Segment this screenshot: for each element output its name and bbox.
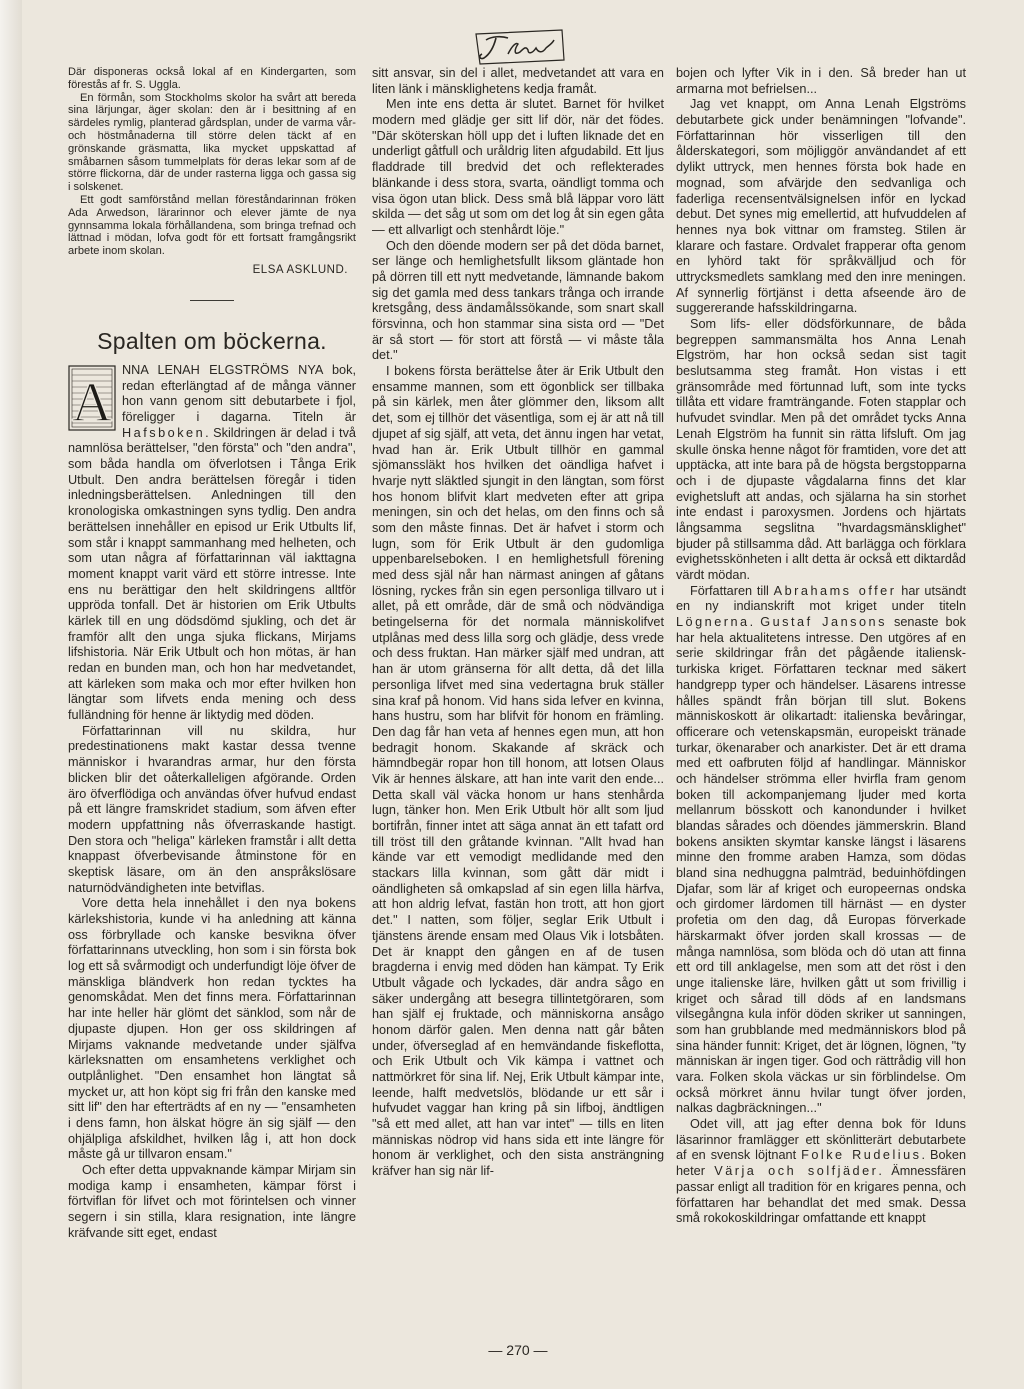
text-run: har utsändt en ny indianskrift mot kriget under titeln <box>676 583 967 614</box>
article-paragraph: Ett godt samförstånd mellan föreståndarinnan fröken Ada Arwedson, lärarinnor och elever jämte de nya gynnsamma lokala förhållandena, som bringa trefnad och lättnad i mödan, lofva godt för ett fortsatt framgångsrikt arbete inom skolan. <box>68 193 356 258</box>
review-opening-rest: . Skildringen är delad i två namnlösa berättelser, "den första" och "den andra", som båda handla om öfverlotsen i Tånga Erik Utbult. Den andra berättelsen föregår i tiden inledningsberättelsen. Anledningen till den kronologiska omkastningen syns tydlig. Den andra berättelsen innehåller en episod ur Erik Utbults lif, som står i knappt sammanhang med helheten, och som utan några af författarinnan väl iakttagna moment knappt varit värd ett större intresse. Inte ens nu berättigar den helt skildringens alltför uppröda tonfall. Det är historien om Erik Utbults kärlek till en ung dödsdömd sjukling, och det är framför allt den unga sjuka flickans, Mirjams lifshistoria. När Erik Utbult och hon mötas, är han redan en bunden man, och hon har medvetandet, att kärleken som maka och mor efter hvilken hon längtar som lifvets enda mening och dess fulländning för henne är liktydig med döden. <box>68 425 356 723</box>
review-opening-text: NNA LENAH ELGSTRÖMS NYA bok, redan efterlängtad af de många vänner hon vann genom sitt debutarbete i fjol, föreligger i dagarna. Titeln är <box>122 362 356 425</box>
school-article-end <box>68 66 356 258</box>
section-heading: Spalten om böckerna. <box>97 327 327 354</box>
book-title-hafsboken: Hafsboken <box>122 425 206 440</box>
review-paragraph: I bokens första berättelse åter är Erik Utbult den ensamme mannen, som ett ögonblick ser tillbaka på sin kärlek, men åter glömmer den, liksom allt det, som ej tillhör det väsentliga, som ej är att nå till djupet af sig själf, att veta, det ännu ingen har vetat, hvad han är. Erik Utbult tillhör en gammal sjömanssläkt hos hvilken det oändliga hafvet i hvarje nytt släktled sjungit in den längtan, som först hos honom blifvit klart medveten efter att gripa meningen, sin och det helas, om den finns och så som den måste finnas. Det är hafvet i storm och lugn, som för Erik Utbult är den gudomliga uppenbarelseboken. I en hemlighetsfull förening med dess själ når han närmast aningen af gåtans lösning, ryckes från sin egen personliga tillvaro ut i allet, på ett område, där de små och nödvändiga betingelserna för det normala människolifvet utplånas med dess lilla sorg och glädje, dess vrede och dess fruktan. Han märker själf med undran, att han är utom gränserna för allt detta, då det lilla personliga lifvet med sina vedertagna bruk ställer sina kraf på honom. Vid hans sida lefver en kvinna, hans hustru, som har blifvit för honom en främling. Den dag får han veta af hennes egen mun, att hon bedragit honom. Skakande af skräck och hämndbegär ropar hon till honom, att lotsen Olaus Vik är hennes älskare, att han inte varit den ende... Detta skall väl väcka honom ur hans stenhårda lugn, tänker hon. Men Erik Utbult hör allt som ljud bortifrån, finner intet att säga annat än ett tafatt ord till tröst till den gråtande kvinnan. "Allt hvad han kände var ett vemodigt medlidande med den stackars lilla kvinnan, som gått där midt i oändligheten så omkapslad af sin egen lilla härfva, att hon aldrig lefvat, fastän hon trott, att hon gjort det." I natten, som följer, seglar Erik Utbult i tjänstens ärende ensam med Olaus Vik i lotsbåten. Det är knappt den gången en af de tusen bragderna i envig med döden han kämpat. Ty Erik Utbult vågade och lyckades, där andra sågo en säker undergång att besegra tillintetgöraren, som han själf ej fruktade, och människorna ansågo honom därför galen. Men denna natt går båten under, öfverseglad af en hemvändande fiskeflotta, och Erik Utbult och Vik kämpa i vattnet och nattmörkret för sina lif. Nej, Erik Utbult kämpar inte, leende, halft medvetslös, blödande ur ett sår i hufvudet vaggar han kring på sin lifboj, ändtligen "så ett med allet, att han var intet" — tills en liten människas nödrop vid hans sida ett inte längre för honom är verklighet, och den sista ansträngning kräfver han sig när lif- <box>372 364 664 1179</box>
review-paragraph: bojen och lyfter Vik in i den. Så breder han ut armarna mot befrielsen... <box>676 66 966 96</box>
article-paragraph: Där disponeras också lokal af en Kindergarten, som förestås af fr. S. Uggla. <box>68 66 356 91</box>
book-review <box>68 363 356 1242</box>
review-paragraph: Men inte ens detta är slutet. Barnet för hvilket modern med glädje ger sitt lif dör, när det födes. "Där sköterskan höll upp det i luften liknade det en underligt gåtfull och uråldrig liten afgudabild. Ett ljus fladdrade till bredvid det och reflekterades blänkande i dess stora, svarta, oändligt tomma och visa ögon utan blick. Dess små blå läppar voro lätt skilda — det såg ut som om det log åt sin egen gåta — ett allvarligt och stenhårdt löje." <box>372 97 664 237</box>
svg-text:A: A <box>71 371 113 431</box>
review-paragraph: Och efter detta uppvaknande kämpar Mirjam sin modiga kamp i ensamheten, kämpar först i förtviflan för lifvet och mot förintelsen och vinner segern i sin stilla, klara resignation, inte längre kräfvande sitt eget, endast <box>68 1163 356 1240</box>
masthead-signature-icon <box>468 24 568 68</box>
column-1 <box>68 66 356 1241</box>
review-paragraph: Jag vet knappt, om Anna Lenah Elgströms debutarbete gick under benämningen "lofvande". Författarinnan hör visserligen till den ålderskategori, som möjliggör användandet af ett dylikt uttryck, men hennes första bok hade en mognad, som afvärjde den sedvanliga och faderliga recensentvälsignelsen inför en lyckad debut. Det synes mig emellertid, att hufvuddelen af hennes nya bok vittnar om framsteg. Stilen är klarare och fastare. Ordvalet frapperar ofta genom en lyhörd takt för språkvälljud och för uttrycksmedlets samklang med den inre meningen. Af synnerlig förtjänst i detta afseende äro de suggererande hafsskildringarna. <box>676 97 966 316</box>
review-paragraph <box>676 584 966 1117</box>
section-divider <box>190 300 234 301</box>
book-title-varja-och-solfjader: Värja och solfjäder <box>714 1164 879 1179</box>
idun-masthead-logo <box>468 24 568 68</box>
text-run: Författaren till <box>690 583 769 598</box>
text-run: Odet vill, att jag efter denna bok för Iduns läsarinnor framlägger ett skönlitterärt debutarbete af en svensk löjtnant <box>676 1117 966 1163</box>
article-paragraph: En förmån, som Stockholms skolor ha svårt att bereda sina lärjungar, äger skolan: den är i besittning af en särdeles rymlig, planterad gårdsplan, under de varma vår- och höstmånaderna till större delen täckt af en grönskande gräsmatta, lika mycket uppskattad af småbarnen såsom tummelplats för deras lekar som af de större flickorna, där de under rasterna ligga och gassa sig i solskenet. <box>68 91 356 194</box>
text-run: . <box>749 615 754 630</box>
text-run: . Boken heter <box>676 1148 966 1179</box>
review-paragraph: Och den döende modern ser på det döda barnet, ser länge och hemlighetsfullt liksom gläntade hon på dörren till ett nytt medvetande, lämnande bakom sig det gamla med dess tankars trånga och irrande kretsgång, dess ändamålssökande, som snart skall försvinna, och hon stammar sina sista ord — "Det är så stort — för stort att förstå — vi måste tåla det." <box>372 238 664 363</box>
column-2 <box>372 66 664 1180</box>
book-title-lognerna: Lögnerna <box>676 615 750 630</box>
author-signature: ELSA ASKLUND. <box>252 263 348 276</box>
text-run: senaste bok har hela aktualitetens intresse. Den utgöres af en serie skildringar från det pågående italiensk-turkiska kriget. Författaren tecknar med säkert handgrepp typer och händelser. Läsarens intresse hålles spändt från början till slut. Bokens människoskott är olikartadt: italienska bevåringar, officerare och vetenskapsmän, europeiskt tränade turkar, ökenaraber och anarkister. Det är ett drama med ett oafbruten följd af handlingar. Människor och händelser strömma eller hvirfla fram genom boken till ackompanjemang ljuder med korta mellanrum bösskott och kanondunder i hvilket blandas sårades och döendes jämmerskrin. Bland bokens ansikten skymtar kanske längst i läsarens minne den fromme araben Hamza, som dödas bland sina nedhuggna palmträd, beduinhöfdingen Djafar, som lär af kriget och europeernas ondska och girdomer lärdomen till härnäst — en dyster profetia om den dag, då Europas förverkade härskarmakt öfver jorden skall krossas — de många namnlösa, som blöda och dö utan att finna ett ord till anklagelse, men som att det röst i den unge italienske läre, hvilken gått ut som frivillig i kriget och sårad till döds af en landsmans vilsegångna kula inför döden skriker ut sanningen, som han grubblande med medmänniskors blod på sina händer funnit: Kriget, det är lögnen, lögnen, "ty människan är ingen tiger. God och rättrådig vill hon vara. Folken skola väckas ur sin förblindelse. Om också mörkret ännu hvilar tungt öfver jorden, nalkas dagbräckningen..." <box>676 615 967 1116</box>
review-paragraph: Vore detta hela innehållet i den nya bokens kärlekshistoria, kunde vi ha anledning att känna oss förbryllade och kanske besvikna öfver författarinnans utveckling, hon som i sin första bok log ett så svårmodigt och underfundigt löje öfver de mänskliga bländverk hon redan tycktes ha genomskådat. Men det finns mera. Författarinnan har inte heller här glömt det sänklod, som når de djupaste djupen. Hon ger oss skildringen af Mirjams vaknande medvetande under själfva kärleksnatten om ensamhetens verklighet och outplånlighet. "Den ensamhet hon längtat så mycket ur, att hon köpt sig fri från den kanske med sitt lif" den har efterträdts af en ny — "ensamheten i dens famn, hon älskat högre än sig själf — den ohjälpliga afskildhet, hvilken låg i, att hon dock måste gå ur tillvaron ensam." <box>68 896 356 1162</box>
text-run: . Ämnessfären passar enligt all tradition för en krigares penna, och författaren har behandlat det med smak. Dessa små rokokoskildringar omfattande ett knappt <box>676 1164 966 1226</box>
review-paragraph: Författarinnan vill nu skildra, hur predestinationens makt kastar dessa tvenne människor i hvarandras armar, hur den första blicken blir det oåterkalleligen afgörande. Orden äro öfverflödiga och användas öfver hufvud endast på ett längre framskridet stadium, som äfven efter modern uppfattning nås öfverraskande hastigt. Den stora och "heliga" kärleken framstår i allt detta knappast öfverbevisande åtminstone för en skeptisk läsare, om än den anspråkslösare naturnödvändigheten inte betviflas. <box>68 723 356 895</box>
review-paragraph <box>676 1117 966 1227</box>
review-paragraph: Som lifs- eller dödsförkunnare, de båda begreppen sammansmälta hos Anna Lenah Elgström, har hon också sedan sist tagit beslutsamma steg framåt. Hon vistas i ett gränsområde med förtunnad luft, som inte tycks tillåta ett vidare framträngande. Foten stapplar och hufvudet svindlar. Men på det området tycks Anna Lenah Elgström ha funnit sin rätta lifsluft. Om jag skulle önska henne något för framtiden, vore det att upptäcka, att inte bara på de högsta bergstopparna och i de djupaste vågdalarna finns det klar evighetsluft att andas, och själarna ha sin storhet inte endast i paroxysmen. Jordens och hjärtats långsamma segslitna "hvardagsmänsklighet" bjuder på stillsamma dåd. Att barlägga och förklara evighetsskönheten i allt detta är också ett diktardåd värdt mödan. <box>676 317 966 582</box>
review-paragraph: sitt ansvar, sin del i allet, medvetandet att vara en liten länk i mänsklighetens kedja framåt. <box>372 66 664 96</box>
review-opening <box>68 363 356 724</box>
scan-left-edge <box>0 0 22 1389</box>
author-name-gustaf-janson: Gustaf Jansons <box>760 615 887 630</box>
book-title-abrahams-offer: Abrahams offer <box>773 583 897 598</box>
dropcap-a-icon <box>68 365 116 431</box>
column-3 <box>676 66 966 1227</box>
author-name-folke-rudelius: Folke Rudelius <box>801 1148 922 1163</box>
page-number: — 270 — <box>488 1342 548 1358</box>
